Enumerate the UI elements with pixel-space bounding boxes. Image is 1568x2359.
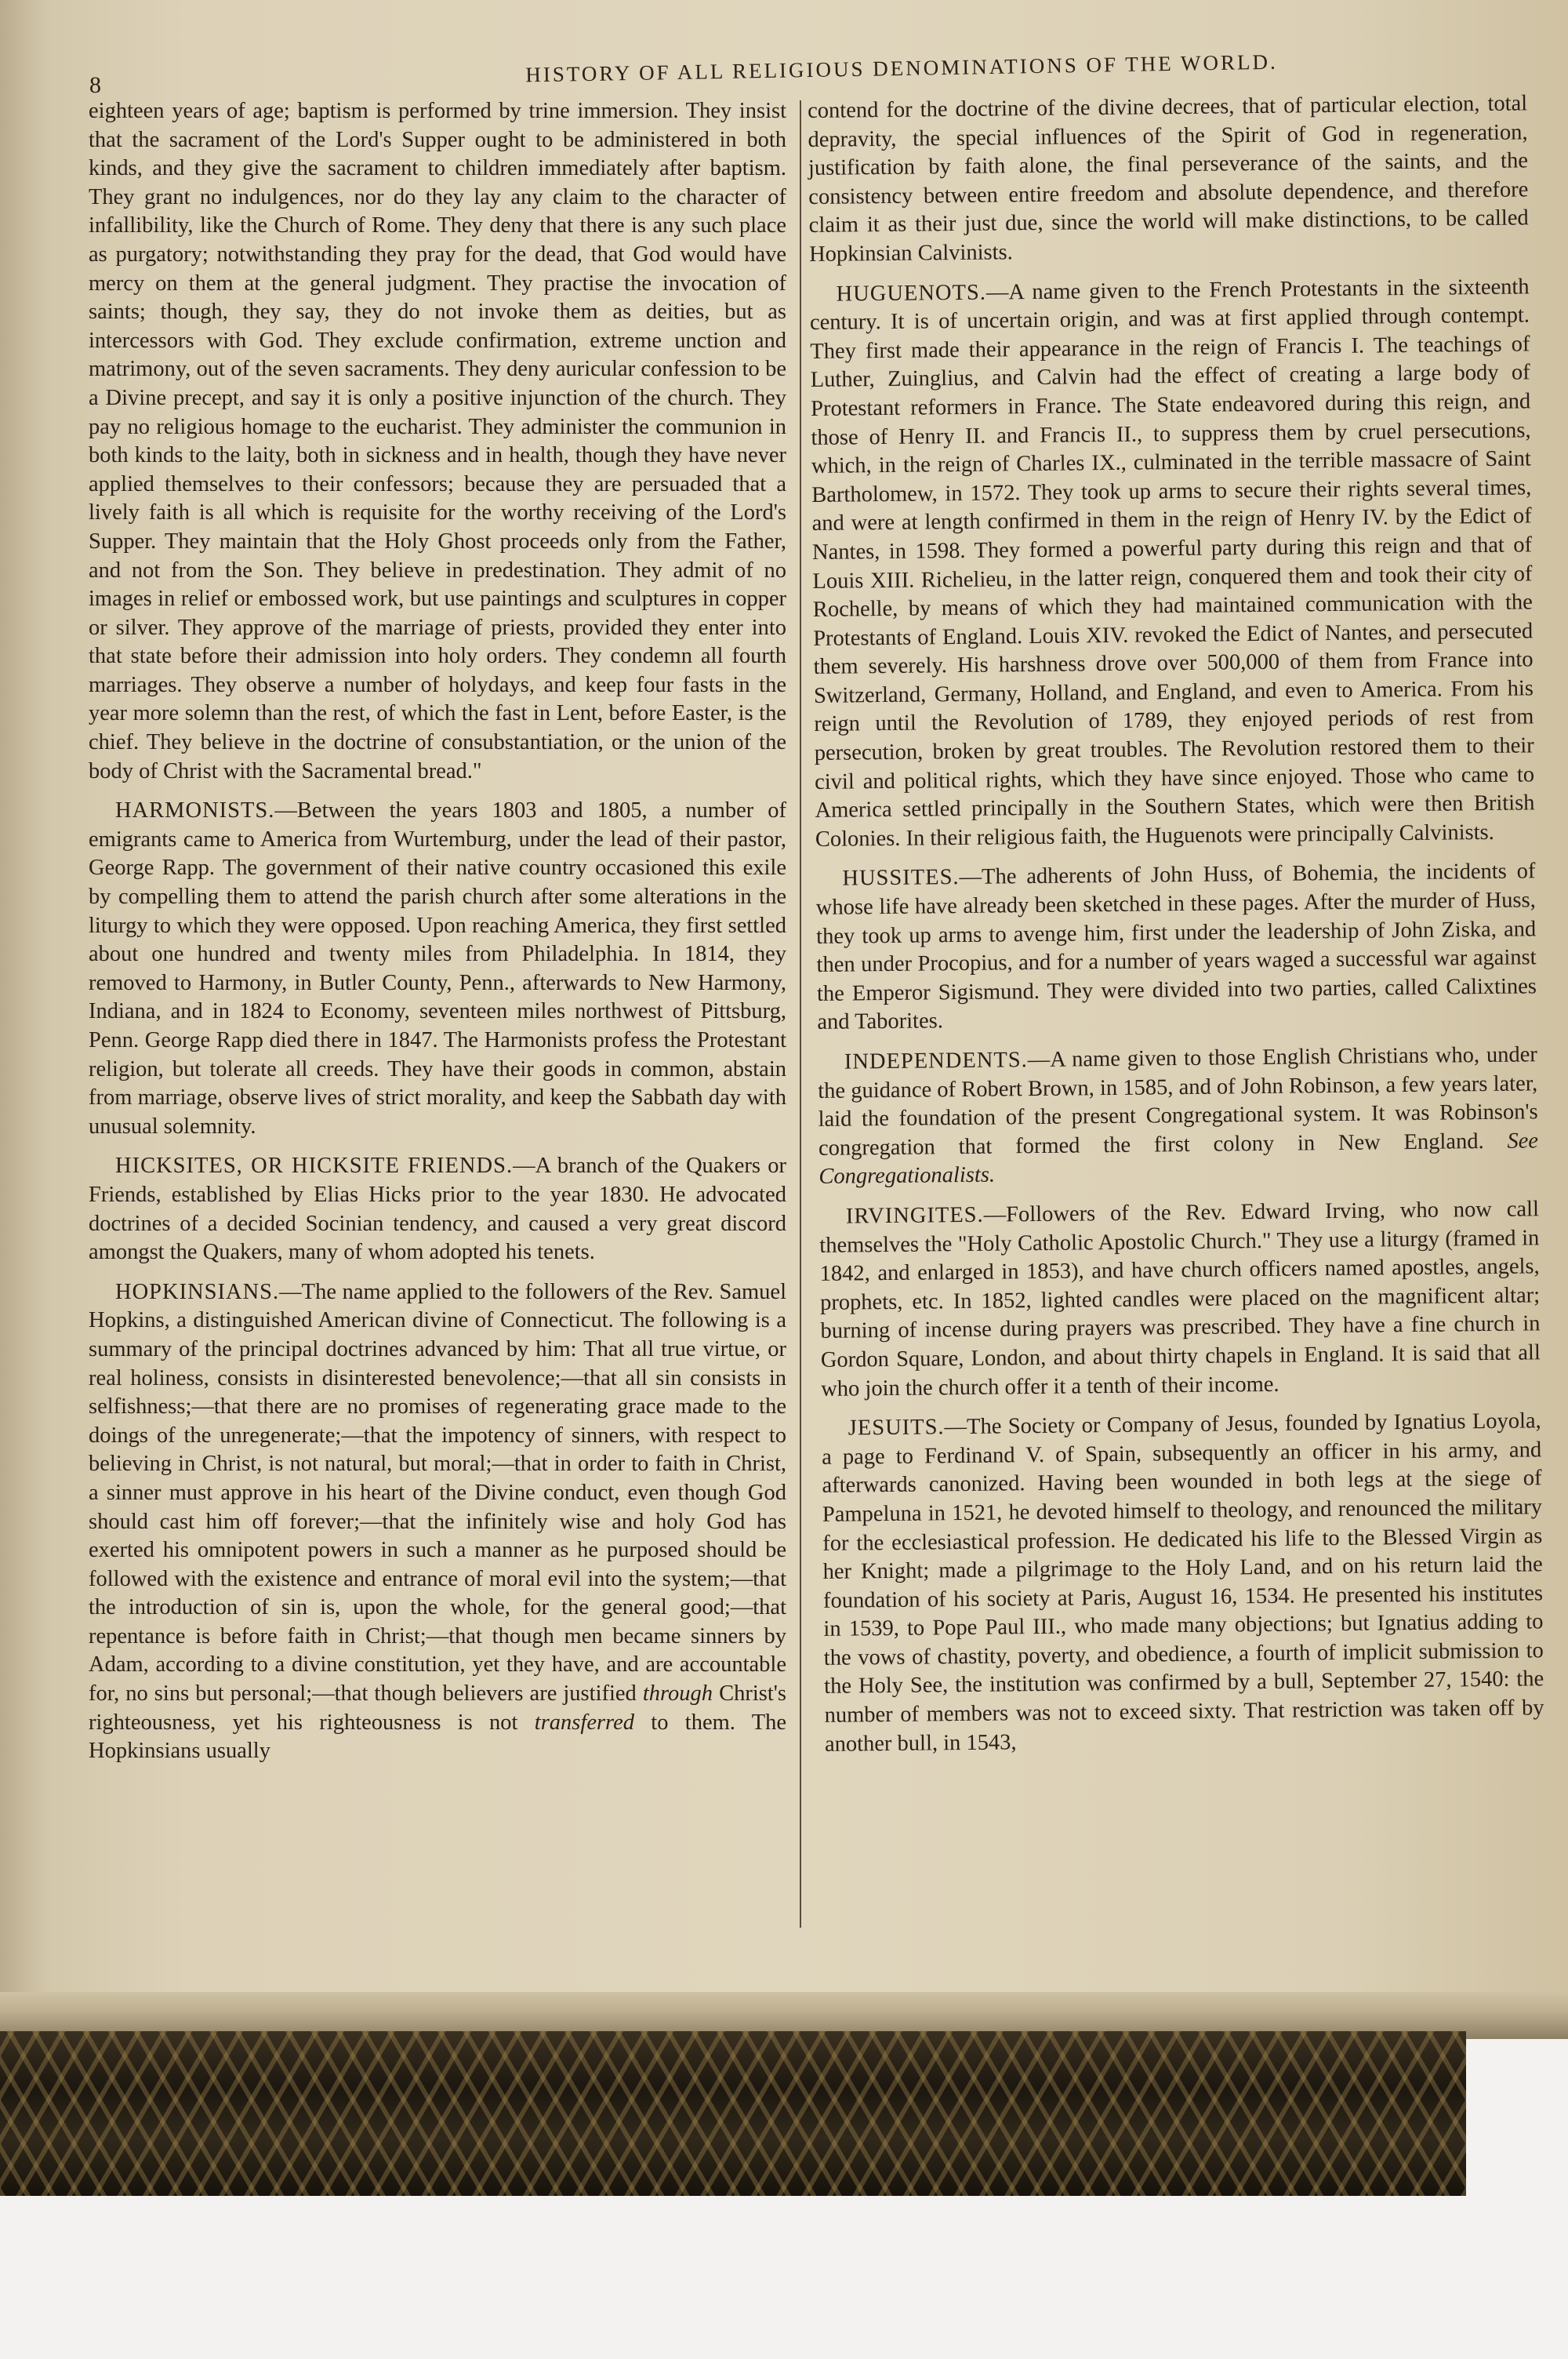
entry-jesuits xyxy=(822,1407,1545,1759)
cross-reference: See Congregationalists. xyxy=(818,1129,1539,1190)
left-column xyxy=(89,97,786,1777)
entry-hussites xyxy=(815,858,1537,1038)
entry-text-huguenots: —A name given to the French Protestants in the sixteenth century. It is of uncertain origin, and was at first applied through contempt. They first made their appearance in the reign of Francis I. The teachings of Luther, Zuinglius, and Calvin had the effect of creating a large body of Protestant reformers in France. The State endeavored during this reign, and those of Henry II. and Francis II., to suppress them by cruel persecutions, which, in the reign of Charles IX., culminated in the terrible massacre of Saint Bartholomew, in 1572. They took up arms to secure their rights several times, and were at length confirmed in them in the reign of Henry IV. by the Edict of Nantes, in 1598. They formed a powerful party during this reign and that of Louis XIII. Richelieu, in the latter reign, conquered them and took their city of Rochelle, by means of which they had maintained communication with the Protestants of England. Louis XIV. revoked the Edict of Nantes, and persecuted them severely. His harshness drove over 500,000 of them from France into Switzerland, Germany, Holland, and England, and even to America. From his reign until the Revolution of 1789, they enjoyed periods of rest from persecution, broken by great troubles. The Revolution restored them to their civil and political rights, which they have since enjoyed. Those who came to America settled principally in the Southern States, which were then British Colonies. In their religious faith, the Huguenots were principally Calvinists. xyxy=(809,274,1535,852)
entry-text-hussites: —The adherents of John Huss, of Bohemia, the incidents of whose life have already been sketched in these pages. After the murder of Huss, they took up arms to avenge him, first under the leadership of John Ziska, and then under Procopius, and for a number of years waged a successful war against the Emperor Sigismund. They were divided into two parties, called Calixtines and Taborites. xyxy=(815,859,1537,1035)
entry-irvingites xyxy=(819,1195,1541,1404)
entry-text-irvingites: —Followers of the Rev. Edward Irving, who now call themselves the "Holy Catholic Apostolic Church." They use a liturgy (framed in 1842, and enlarged in 1853), and have church officers named apostles, angels, prophets, etc. In 1852, lighted candles were placed on the magnificent altar; burning of incense during prayers was prescribed. They have a fine church in Gordon Square, London, and about thirty chapels in England. It is said that all who join the church offer it a tenth of their income. xyxy=(819,1197,1541,1401)
entry-hicksites xyxy=(89,1152,786,1267)
right-column xyxy=(808,89,1544,1770)
running-title: HISTORY OF ALL RELIGIOUS DENOMINATIONS OF THE WORLD. xyxy=(525,49,1278,87)
running-head xyxy=(78,38,1537,98)
entry-text-hopkinsians-b: Christ's righteousness, yet his righteousness is not xyxy=(89,1681,786,1735)
entry-title-hussites: HUSSITES. xyxy=(842,865,960,892)
entry-harmonists xyxy=(89,797,786,1141)
entry-text-jesuits: —The Society or Company of Jesus, founded by Ignatius Loyola, a page to Ferdinand V. of Spain, subsequently an officer in his army, and afterwards canonized. Having been wounded in both legs at the siege of Pampeluna in 1521, he devoted himself to theology, and renounced the military for the ecclesiastical profession. He dedicated his life to the Blessed Virgin as her Knight; made a pilgrimage to the Holy Land, and on his return laid the foundation of his society at Paris, August 16, 1534. He presented his institutes in 1539, to Pope Paul III., who made many objections; but Ignatius adding to the vows of chastity, poverty, and obedience, a fourth of implicit submission to the Holy See, the institution was confirmed by a bull, September 27, 1540: the number of members was not to exceed sixty. That restriction was taken off by another bull, in 1543, xyxy=(821,1408,1544,1757)
italic-through: through xyxy=(642,1681,713,1707)
column-divider xyxy=(800,100,801,1928)
continuation-paragraph: eighteen years of age; baptism is performed by trine immersion. They insist that the sacrament of the Lord's Supper ought to be administered in both kinds, and they give the sacrament to children immediately after baptism. They grant no indulgences, nor do they lay any claim to the character of infallibility, like the Church of Rome. They deny that there is any such place as purgatory; notwithstanding they pray for the dead, that God would have mercy on them at the general judgment. They practise the invocation of saints; though, they say, they do not invoke them as deities, but as intercessors with God. They exclude confirmation, extreme unction and matrimony, out of the seven sacraments. They deny auricular confession to be a Divine precept, and say it is only a positive injunction of the church. They pay no religious homage to the eucharist. They administer the communion in both kinds to the laity, both in sickness and in health, though they have never applied themselves to their confessors; because they are persuaded that a lively faith is all which is requisite for the worthy receiving of the Lord's Supper. They maintain that the Holy Ghost proceeds only from the Father, and not from the Son. They believe in predestination. They admit of no images in relief or embossed work, but use paintings and sculptures in copper or silver. They approve of the marriage of priests, provided they enter into that state before their admission into holy orders. They condemn all fourth marriages. They observe a number of holydays, and keep four fasts in the year more solemn than the rest, of which the fast in Lent, before Easter, is the chief. They believe in the doctrine of consubstantiation, or the union of the body of Christ with the Sacramental bread." xyxy=(89,99,786,783)
page-number: 8 xyxy=(89,72,101,98)
italic-transferred: transferred xyxy=(534,1710,634,1735)
entry-text-hopkinsians-a: —The name applied to the followers of the Rev. Samuel Hopkins, a distinguished American divine of Connecticut. The following is a summary of the principal doctrines advanced by him: That all true virtue, or real holiness, consists in disinterested benevolence;—that all sin consists in selfishness;—that there are no promises of regenerating grace made to the doings of the unregenerate;—that the impotency of sinners, with respect to believing in Christ, is not natural, but moral;—that in order to faith in Christ, a sinner must approve in his heart of the Divine conduct, even though God should cast him off forever;—that the infinitely wise and holy God has exerted his omnipotent powers in such a manner as he purposed should be followed with the existence and entrance of moral evil into the system;—that the introduction of sin is, upon the whole, for the general good;—that repentance is before faith in Christ;—that though men became sinners by Adam, according to a divine constitution, yet they have, and are accountable for, no sins but personal;—that though believers are justified xyxy=(89,1279,786,1707)
entry-title-jesuits: JESUITS. xyxy=(848,1415,945,1441)
entry-huguenots xyxy=(809,273,1535,854)
entry-title-hicksites: HICKSITES, OR HICKSITE FRIENDS. xyxy=(115,1154,514,1179)
entry-hopkinsians xyxy=(89,1278,786,1766)
entry-title-hopkinsians: HOPKINSIANS. xyxy=(115,1279,280,1304)
entry-independents xyxy=(818,1041,1539,1192)
entry-text-hopkinsians-c: to them. The Hopkinsians usually xyxy=(89,1710,787,1764)
book-binding xyxy=(0,2031,1466,2196)
entry-title-independents: INDEPENDENTS. xyxy=(844,1048,1028,1074)
entry-text-hicksites: —A branch of the Quakers or Friends, established by Elias Hicks prior to the year 1830. He advocated doctrines of a decided Socinian tendency, and caused a very great discord amongst the Quakers, many of whom adopted his tenets. xyxy=(89,1154,786,1265)
entry-text-harmonists: —Between the years 1803 and 1805, a number of emigrants came to America from Wurtemburg, under the lead of their pastor, George Rapp. The government of their native country occasioned this exile by compelling them to attend the parish church after some alterations in the liturgy to which they were opposed. Upon reaching America, they first settled about one hundred and twenty miles from Philadelphia. In 1814, they removed to Harmony, in Butler County, Penn., afterwards to New Harmony, Indiana, and in 1824 to Economy, seventeen miles northwest of Pittsburg, Penn. George Rapp died there in 1847. The Harmonists profess the Protestant religion, but tolerate all creeds. They have their goods in common, abstain from marriage, observe lives of strict morality, and keep the Sabbath day with unusual solemnity. xyxy=(89,798,786,1139)
entry-text-independents: —A name given to those English Christians who, under the guidance of Robert Brown, in 1585, and of John Robinson, a few years later, laid the foundation of the present Congregational system. It was Robinson's congregation that formed the first colony in New England. xyxy=(818,1042,1538,1161)
entry-title-irvingites: IRVINGITES. xyxy=(845,1202,984,1229)
entry-title-harmonists: HARMONISTS. xyxy=(115,798,275,823)
continuation-paragraph-right: contend for the doctrine of the divine decrees, that of particular election, total depravity, the special influences of the Spirit of God in regeneration, justification by faith alone, the final perseverance of the saints, and the consistency between entire freedom and absolute dependence, and therefore claim it as their just due, since the world will make distinctions, to be called Hopkinsian Calvinists. xyxy=(808,91,1529,267)
entry-title-huguenots: HUGUENOTS. xyxy=(836,280,987,307)
